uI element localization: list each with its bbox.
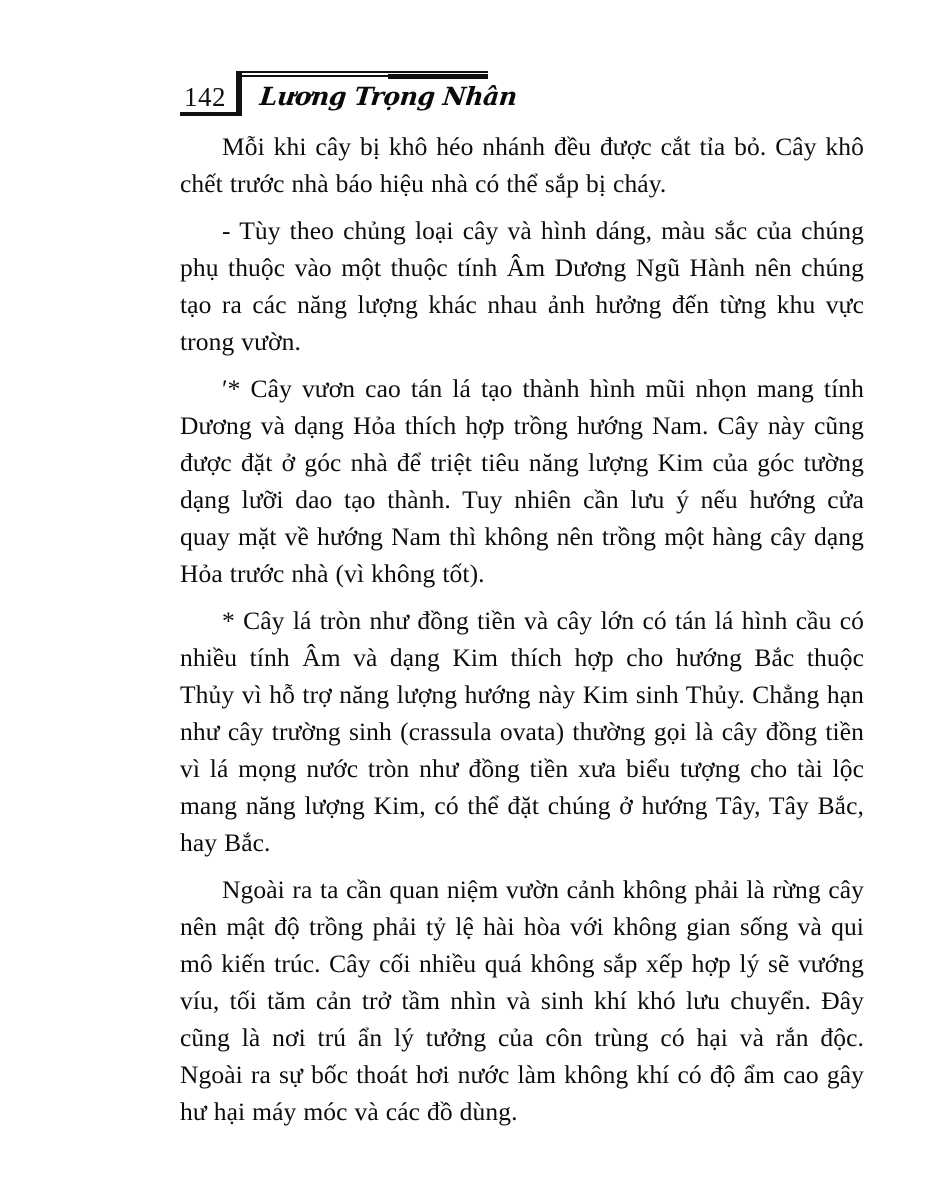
paragraph: Ngoài ra ta cần quan niệm vườn cảnh không phải là rừng cây nên mật độ trồng phải tỷ lệ hài hòa với không gian sống và qui mô kiến trúc. Cây cối nhiều quá không sắp xếp hợp lý sẽ vướng víu, tối tăm cản trở tầm nhìn và sinh khí khó lưu chuyển. Đây cũng là nơi trú ẩn lý tưởng của côn trùng có hại và rắn độc. Ngoài ra sự bốc thoát hơi nước làm không khí có độ ẩm cao gây hư hại máy móc và các đồ dùng. — [180, 875, 864, 1126]
paragraph: ′* Cây vươn cao tán lá tạo thành hình mũi nhọn mang tính Dương và dạng Hỏa thích hợp trồng hướng Nam. Cây này cũng được đặt ở góc nhà để triệt tiêu năng lượng Kim của góc tường dạng lưỡi dao tạo thành. Tuy nhiên cần lưu ý nếu hướng cửa quay mặt về hướng Nam thì không nên trồng một hàng cây dạng Hỏa trước nhà (vì không tốt). — [180, 374, 864, 588]
page-number: 142 — [180, 82, 230, 116]
folio-group — [180, 82, 230, 116]
header-foot-rule-icon — [180, 112, 242, 116]
rule-thin-line — [238, 71, 488, 73]
rule-secondary-line — [238, 75, 388, 77]
header-horizontal-rule-icon — [238, 71, 488, 81]
author-name: Lương Trọng Nhân — [258, 82, 519, 111]
rule-thick-line — [388, 74, 488, 79]
paragraph: * Cây lá tròn như đồng tiền và cây lớn có tán lá hình cầu có nhiều tính Âm và dạng Kim thích hợp cho hướng Bắc thuộc Thủy vì hỗ trợ năng lượng hướng này Kim sinh Thủy. Chẳng hạn như cây trường sinh (crassula ovata) thường gọi là cây đồng tiền vì lá mọng nước tròn như đồng tiền xưa biểu tượng cho tài lộc mang năng lượng Kim, có thể đặt chúng ở hướng Tây, Tây Bắc, hay Bắc. — [180, 606, 864, 857]
paragraph: - Tùy theo chủng loại cây và hình dáng, màu sắc của chúng phụ thuộc vào một thuộc tính Âm Dương Ngũ Hành nên chúng tạo ra các năng lượng khác nhau ảnh hưởng đến từng khu vực trong vườn. — [180, 216, 864, 356]
paragraph: Mỗi khi cây bị khô héo nhánh đều được cắt tỉa bỏ. Cây khô chết trước nhà báo hiệu nhà có thể sắp bị cháy. — [180, 132, 864, 198]
running-header — [180, 68, 880, 123]
body-text-column — [180, 128, 864, 1130]
